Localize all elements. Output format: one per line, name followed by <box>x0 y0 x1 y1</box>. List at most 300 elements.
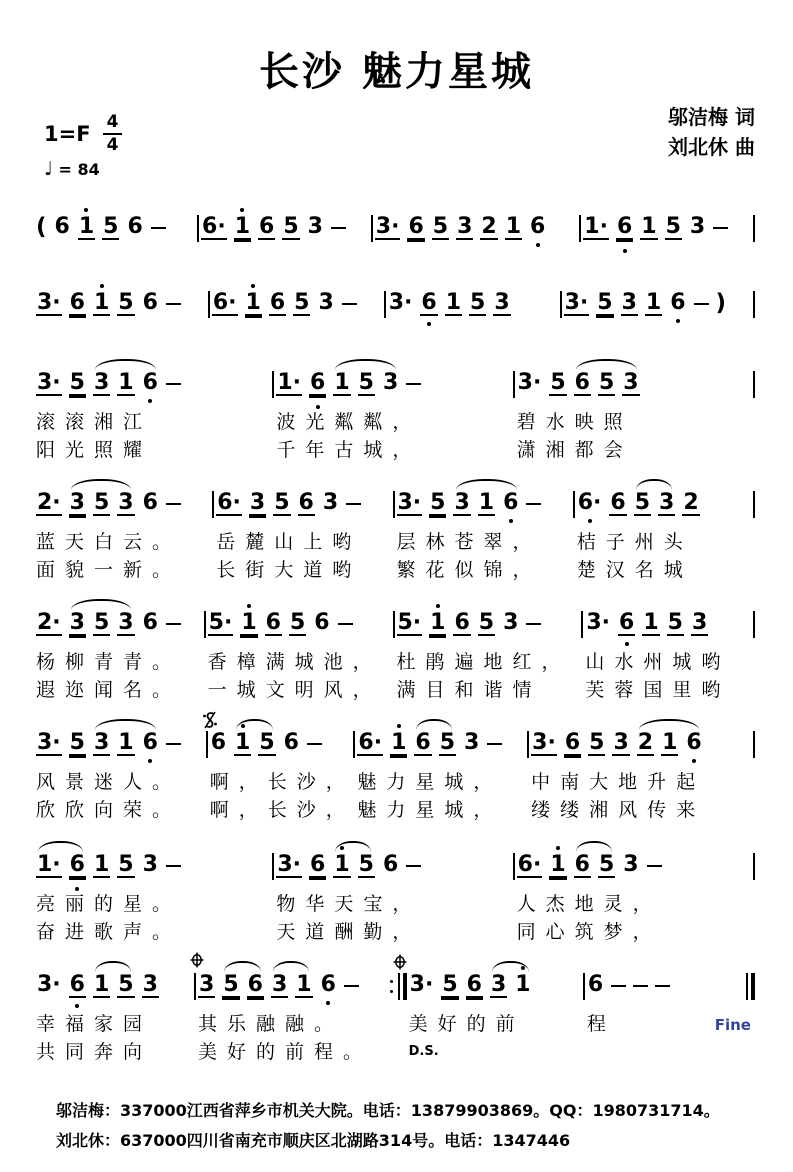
note-digit: 6 <box>610 490 626 515</box>
slur-arc <box>224 961 261 972</box>
lyric-line-1 <box>577 528 757 556</box>
note-digit: 5 <box>634 490 651 515</box>
note <box>142 731 159 755</box>
music-line <box>36 594 757 704</box>
note <box>265 611 282 636</box>
lyric-text: 同心筑梦， <box>516 921 662 943</box>
barline <box>212 491 214 518</box>
coda-mark <box>393 954 407 974</box>
octave-dot-below <box>148 759 152 763</box>
note-digit: 1 <box>234 214 251 239</box>
note-digit: 6 <box>247 972 263 997</box>
dash-held-beat <box>694 303 709 305</box>
note <box>622 371 639 396</box>
barline <box>371 215 373 242</box>
note <box>517 371 543 395</box>
notes-row <box>583 198 757 252</box>
note <box>658 491 675 516</box>
note <box>598 853 615 878</box>
lyric-text: 潇湘都会 <box>516 439 633 461</box>
measure <box>36 474 216 584</box>
note <box>409 973 435 997</box>
note-digit: 3 <box>623 370 639 395</box>
note <box>645 291 662 316</box>
note <box>93 491 110 516</box>
octave-dot-above <box>436 604 440 608</box>
dash-held-beat <box>166 383 181 385</box>
measure <box>36 594 208 704</box>
dash-held-beat <box>647 865 662 867</box>
notes-row <box>388 274 564 328</box>
barline <box>753 291 755 318</box>
note-digit: 1 <box>430 610 446 635</box>
note <box>69 491 86 516</box>
note <box>466 973 483 998</box>
lyric-text: 层林苍翠， <box>396 531 542 553</box>
note <box>682 491 699 516</box>
lyric-text: 魅力星城， <box>357 771 503 793</box>
lyric-line-2 <box>210 796 358 824</box>
note <box>574 853 591 878</box>
music-line <box>36 198 757 252</box>
note <box>309 371 326 396</box>
note-digit: 6 <box>320 972 336 997</box>
notes-row <box>36 274 212 328</box>
octave-dot-below <box>326 1001 330 1005</box>
note-digit: 6 <box>382 852 399 877</box>
octave-dot-below <box>316 405 320 409</box>
note-digit: 1 <box>515 972 531 997</box>
note-digit: 6· <box>517 852 542 877</box>
note <box>69 291 86 316</box>
lyric-text: 杨柳青青。 <box>36 651 182 673</box>
note-digit: 3 <box>623 852 639 877</box>
measure <box>36 836 276 946</box>
dash-held-beat <box>346 503 361 505</box>
segno-icon <box>202 710 218 730</box>
lyric-line-1 <box>36 890 276 918</box>
note <box>142 291 159 315</box>
note <box>529 215 546 239</box>
note <box>258 215 275 240</box>
measure <box>375 198 583 252</box>
note <box>276 371 302 396</box>
lyric-text: 一城文明风， <box>207 679 382 701</box>
lyric-text: 共同奔向 <box>36 1041 153 1063</box>
coda-icon <box>393 954 407 970</box>
lyric-text: 阳光照耀 <box>36 439 153 461</box>
note-digit: 5 <box>470 290 486 315</box>
note-digit: 1 <box>93 852 110 877</box>
note-digit: 6· <box>577 490 602 515</box>
slur-arc <box>456 479 517 490</box>
dash-held-beat <box>344 985 359 987</box>
note-digit: 1 <box>118 730 134 755</box>
note <box>478 611 495 636</box>
lyric-line-2 <box>357 796 531 824</box>
dash-held-beat <box>655 985 670 987</box>
note-digit: 6 <box>314 610 330 635</box>
note-digit: 3· <box>586 610 610 635</box>
slur-arc <box>71 479 131 490</box>
note <box>667 611 684 636</box>
note <box>689 215 706 239</box>
note-digit: 6· <box>212 290 237 315</box>
note-digit: 1 <box>235 730 251 755</box>
note-digit: 5 <box>283 214 299 239</box>
note-digit: 1 <box>550 852 566 877</box>
notes-row <box>201 198 375 252</box>
note <box>307 215 324 239</box>
notation-area <box>36 198 757 1066</box>
song-title: 长沙 魅力星城 <box>259 49 534 95</box>
notes-row <box>397 594 586 648</box>
note <box>382 371 399 395</box>
note <box>480 215 497 240</box>
measure <box>208 594 397 704</box>
note-digit: 3 <box>199 972 215 997</box>
note <box>102 215 119 240</box>
note-digit: 5 <box>69 730 85 755</box>
note <box>634 491 651 516</box>
octave-dot-above <box>247 604 251 608</box>
note-digit: 5 <box>430 490 446 515</box>
measure <box>397 474 577 584</box>
note <box>208 611 234 636</box>
dash-held-beat <box>166 743 181 745</box>
note <box>212 291 238 316</box>
note-digit: 6 <box>310 370 326 395</box>
note-digit: 3 <box>142 972 158 997</box>
note <box>234 731 251 756</box>
dash-held-beat <box>406 865 421 867</box>
octave-dot-above <box>240 208 244 212</box>
lyric-text: 楚汉名城 <box>576 559 693 581</box>
note <box>317 291 334 315</box>
credits <box>668 102 755 162</box>
note <box>36 731 62 756</box>
note <box>271 973 288 998</box>
note-digit: 2 <box>481 214 497 239</box>
lyric-line-1 <box>276 890 516 918</box>
lyric-line-2 <box>517 918 757 946</box>
note <box>439 731 456 756</box>
note-digit: 5 <box>294 290 310 315</box>
lyricist-contact: 邬洁梅：337000江西省萍乡市机关大院。电话：13879903869。QQ：1980731714。 <box>56 1101 720 1120</box>
note-digit: 6 <box>142 730 158 755</box>
note-digit: 5 <box>439 730 456 755</box>
note <box>54 215 71 239</box>
lyric-line-2 <box>409 1038 587 1066</box>
note-digit: 6 <box>265 610 281 635</box>
note <box>493 291 510 316</box>
note-digit: 6 <box>259 214 275 239</box>
lyric-text: 繁花似锦， <box>396 559 542 581</box>
note <box>258 731 275 756</box>
note-digit: 6 <box>564 730 581 755</box>
note <box>618 611 635 636</box>
note-digit: 5 <box>93 490 110 515</box>
music-line <box>36 714 757 824</box>
note-digit: 3· <box>37 370 61 395</box>
note <box>549 853 566 878</box>
slur-arc <box>639 719 699 730</box>
octave-dot-above <box>397 724 401 728</box>
notes-row <box>210 714 358 768</box>
note-digit: 3· <box>277 852 301 877</box>
note <box>456 215 473 240</box>
lyric-text: 满目和谐情 <box>396 679 542 701</box>
lyric-text: 物华天宝， <box>276 893 422 915</box>
note <box>276 853 302 878</box>
key-time-signature <box>44 114 122 154</box>
note-digit: 6 <box>686 730 702 755</box>
tempo-marking <box>44 158 100 180</box>
note <box>36 853 62 878</box>
note-digit: 6 <box>574 370 590 395</box>
note <box>295 973 312 998</box>
note-digit: 2· <box>37 610 61 635</box>
note-digit: 6 <box>298 490 314 515</box>
lyric-text: 欣欣向荣。 <box>36 799 182 821</box>
measure <box>577 474 757 584</box>
note-digit: 3 <box>249 490 266 515</box>
note <box>453 611 470 636</box>
notes-row <box>36 474 216 528</box>
note-digit: 6 <box>142 370 158 395</box>
coda-mark <box>190 952 204 972</box>
octave-dot-above <box>84 208 88 212</box>
note <box>642 611 659 636</box>
dash-held-beat <box>331 227 346 229</box>
lyric-line-2 <box>577 556 757 584</box>
dash-held-beat <box>633 985 648 987</box>
dash-held-beat <box>526 503 541 505</box>
note <box>382 853 399 877</box>
note <box>585 611 611 635</box>
note <box>388 291 414 315</box>
note <box>93 731 110 756</box>
note <box>313 611 330 635</box>
note <box>320 973 337 997</box>
slur-arc <box>335 359 396 370</box>
note-digit: 6 <box>142 290 158 315</box>
note-digit: 1 <box>334 852 350 877</box>
note-digit: 1 <box>641 214 657 239</box>
note-digit: 6 <box>127 214 143 239</box>
lyric-line-1 <box>36 1010 198 1038</box>
note <box>357 731 383 756</box>
note <box>517 853 543 878</box>
note <box>588 731 605 756</box>
note <box>612 731 629 756</box>
note-digit: 3 <box>307 214 323 239</box>
barline <box>753 611 755 638</box>
note <box>247 973 264 998</box>
note <box>69 611 86 636</box>
note <box>36 371 62 396</box>
note <box>397 491 423 516</box>
note-digit: 6 <box>142 490 158 515</box>
barline <box>579 215 581 242</box>
note-digit: 3· <box>37 290 61 315</box>
note-digit: 1· <box>584 214 608 239</box>
note <box>478 491 495 516</box>
note-digit: 5 <box>93 610 110 635</box>
octave-dot-below <box>625 642 629 646</box>
note <box>117 491 134 516</box>
lyric-line-2 <box>276 436 516 464</box>
note-digit: 3 <box>322 490 339 515</box>
note <box>69 973 86 998</box>
barline <box>384 291 386 318</box>
note-digit: 6 <box>210 730 227 755</box>
note-digit: 1 <box>645 290 662 315</box>
lyric-line-1 <box>517 408 757 436</box>
barline <box>272 853 274 880</box>
note-digit: 6· <box>202 214 226 239</box>
note-digit: 6 <box>530 214 546 239</box>
lyric-line-1 <box>397 528 577 556</box>
final-barline <box>746 973 755 1000</box>
lyric-line-1 <box>36 768 210 796</box>
dash-held-beat <box>166 503 181 505</box>
slur-arc <box>95 719 156 730</box>
time-signature-numerator: 4 <box>103 114 123 135</box>
measure <box>583 198 757 252</box>
note-digit: 1 <box>505 214 522 239</box>
lyric-text: 幸福家园 <box>36 1013 153 1035</box>
note <box>69 371 86 396</box>
lyric-text: 遐迩闻名。 <box>36 679 182 701</box>
dash-held-beat <box>487 743 502 745</box>
note-digit: 5 <box>478 610 495 635</box>
barline <box>513 371 515 398</box>
note <box>240 611 257 636</box>
music-line <box>36 354 757 464</box>
note-digit: 5 <box>358 852 374 877</box>
note-digit: 1 <box>93 290 110 315</box>
note <box>637 731 654 756</box>
note-digit: 5 <box>259 730 275 755</box>
note-digit: 5 <box>118 972 134 997</box>
note <box>598 371 615 396</box>
note-digit: 3 <box>454 490 470 515</box>
note-digit: 3 <box>490 972 507 997</box>
note <box>358 371 375 396</box>
note-digit: 3· <box>532 730 556 755</box>
lyric-line-1 <box>585 648 757 676</box>
note-digit: 5 <box>289 610 306 635</box>
coda-icon <box>190 952 204 968</box>
lyric-text: 长街大道哟 <box>216 559 362 581</box>
slur-arc <box>71 599 131 610</box>
note <box>249 491 266 516</box>
measure <box>36 714 210 824</box>
lyric-text: 蓝天白云。 <box>36 531 182 553</box>
note-digit: 1 <box>643 610 659 635</box>
note <box>429 611 446 636</box>
note-digit: 3 <box>494 290 510 315</box>
note-digit: 6 <box>415 730 431 755</box>
measure <box>36 956 198 1066</box>
note-digit: 5 <box>69 370 85 395</box>
note-digit: 3 <box>69 610 85 635</box>
lyric-text: 美好的前 <box>408 1013 525 1035</box>
octave-dot-below <box>692 759 696 763</box>
note <box>322 491 339 515</box>
note <box>429 491 446 516</box>
note <box>293 291 310 316</box>
note <box>36 291 62 316</box>
tempo-value: = 84 <box>58 160 100 179</box>
note <box>502 491 519 515</box>
lyric-line-2 <box>276 918 516 946</box>
repeat-end-barline <box>390 973 407 1000</box>
note <box>36 973 62 997</box>
note-digit: 5 <box>118 290 134 315</box>
note <box>622 853 639 877</box>
note <box>117 973 134 998</box>
slur-arc <box>95 961 131 972</box>
measure <box>276 354 516 464</box>
note <box>69 731 86 756</box>
note-digit: 3· <box>564 290 589 315</box>
lyric-line-1 <box>276 408 516 436</box>
note <box>201 215 227 240</box>
lyric-text: 滚滚湘江 <box>36 411 153 433</box>
barline <box>573 491 575 518</box>
note <box>216 491 242 516</box>
note-digit: 6 <box>283 730 299 755</box>
note-digit: 3 <box>118 610 134 635</box>
lyric-line-2 <box>397 676 586 704</box>
notes-row <box>585 594 757 648</box>
note-digit: 2· <box>37 490 61 515</box>
composer-credit: 刘北休 曲 <box>668 135 755 159</box>
note-digit: 6 <box>69 972 85 997</box>
note <box>210 731 227 755</box>
slur-arc <box>576 359 637 370</box>
note <box>269 291 286 316</box>
octave-dot-below <box>676 319 680 323</box>
note-digit: 6 <box>310 852 326 877</box>
barline <box>753 215 755 242</box>
barline <box>393 491 395 518</box>
note-digit: 3· <box>517 370 542 395</box>
notes-row <box>276 836 516 890</box>
note <box>93 611 110 636</box>
note <box>609 491 626 516</box>
notes-row <box>587 956 757 1010</box>
notes-row <box>208 594 397 648</box>
lyric-text: 美好的前程。 <box>198 1041 373 1063</box>
slur-arc <box>95 359 156 370</box>
note-digit: 3· <box>397 490 422 515</box>
note <box>222 973 239 998</box>
note <box>587 973 604 997</box>
octave-dot-above <box>100 284 104 288</box>
repeat-dots <box>390 980 393 993</box>
note-digit: 5 <box>103 214 119 239</box>
music-line <box>36 956 757 1066</box>
note-digit: 3 <box>318 290 334 315</box>
lyric-text: 啊，长沙， <box>209 771 355 793</box>
dash-held-beat <box>338 623 353 625</box>
note-digit: 6 <box>69 290 85 315</box>
measure <box>216 474 396 584</box>
notes-row <box>375 198 583 252</box>
